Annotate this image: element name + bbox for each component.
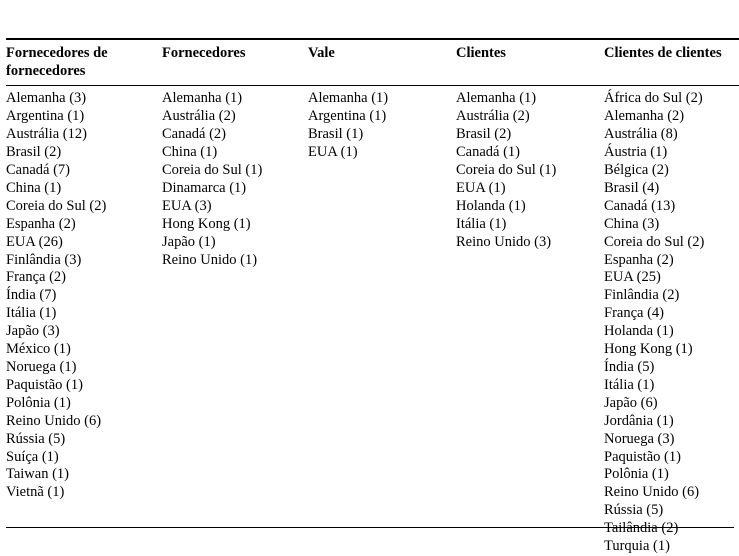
list-item: Austrália (12) [6, 126, 87, 143]
list-item: Paquistão (1) [6, 376, 83, 393]
list-item: Suíça (1) [6, 448, 59, 465]
list-item: Polônia (1) [6, 394, 71, 411]
list-item: Alemanha (3) [6, 90, 87, 107]
list-item: Itália (1) [456, 215, 507, 232]
column-header-vale: Vale [308, 45, 335, 61]
list-item: Rússia (5) [604, 502, 664, 519]
list-item: Canadá (7) [6, 162, 71, 178]
list-item: Brasil (1) [308, 126, 364, 143]
list-item: Paquistão (1) [604, 448, 681, 465]
list-item: Tailândia (2) [604, 520, 679, 537]
column-header-fornecedores: Fornecedores [162, 45, 246, 61]
list-item: Brasil (2) [6, 144, 62, 161]
list-item: EUA (3) [162, 197, 212, 214]
list-item: Itália (1) [604, 376, 655, 393]
entry-list-fornecedores [162, 90, 304, 269]
list-item: Coreia do Sul (1) [162, 162, 263, 178]
list-item: Coreia do Sul (2) [6, 197, 107, 214]
list-item: EUA (26) [6, 233, 63, 250]
list-item: Brasil (2) [456, 126, 512, 143]
list-item: Japão (6) [604, 394, 658, 411]
list-item: Espanha (2) [6, 215, 76, 232]
list-item: Áustria (1) [604, 144, 668, 161]
column-header-clientes-de-clientes: Clientes de clientes [604, 45, 722, 61]
list-item: Canadá (2) [162, 126, 227, 143]
list-item: Vietnã (1) [6, 484, 65, 501]
column-header-fornecedores-de-fornecedores: Fornecedores de fornecedores [6, 45, 108, 79]
cell-clientes-de-clientes [604, 86, 739, 556]
list-item: Itália (1) [6, 305, 57, 322]
list-item: Coreia do Sul (2) [604, 233, 705, 250]
list-item: China (1) [162, 144, 218, 161]
list-item: Índia (5) [604, 358, 655, 375]
list-item: Alemanha (1) [308, 90, 389, 107]
cell-vale [308, 86, 456, 556]
cell-fornecedores-de-fornecedores [6, 86, 162, 556]
list-item: Taiwan (1) [6, 466, 69, 483]
list-item: Reino Unido (6) [604, 484, 700, 501]
table-header [6, 39, 739, 86]
column-header-clientes: Clientes [456, 45, 506, 61]
country-counts-table-wrapper [6, 38, 734, 556]
list-item: Alemanha (2) [604, 108, 685, 125]
list-item: Hong Kong (1) [162, 215, 251, 232]
list-item: Rússia (5) [6, 430, 66, 447]
list-item: Argentina (1) [6, 108, 85, 125]
list-item: Canadá (13) [604, 197, 676, 214]
entry-list-clientes-de-clientes [604, 90, 739, 556]
list-item: Alemanha (1) [162, 90, 243, 107]
cell-fornecedores [162, 86, 308, 556]
entry-list-vale [308, 90, 452, 162]
list-item: Finlândia (3) [6, 251, 82, 268]
list-item: França (2) [6, 269, 66, 286]
table-header-row [6, 39, 739, 86]
table-body [6, 86, 739, 556]
list-item: Japão (1) [162, 233, 216, 250]
cell-clientes [456, 86, 604, 556]
list-item: Dinamarca (1) [162, 179, 247, 196]
list-item: EUA (1) [456, 179, 506, 196]
list-item: Austrália (2) [456, 108, 530, 125]
list-item: Austrália (2) [162, 108, 236, 125]
list-item: Jordânia (1) [604, 412, 674, 429]
list-item: Hong Kong (1) [604, 341, 693, 358]
list-item: Noruega (1) [6, 358, 77, 375]
list-item: Canadá (1) [456, 144, 521, 161]
list-item: EUA (25) [604, 269, 661, 286]
country-counts-table [6, 38, 739, 556]
list-item: Índia (7) [6, 287, 57, 304]
list-item: Reino Unido (3) [456, 233, 552, 250]
entry-list-clientes [456, 90, 600, 251]
list-item: Alemanha (1) [456, 90, 537, 107]
table-row [6, 86, 739, 556]
entry-list-fornecedores-de-fornecedores [6, 90, 158, 502]
list-item: Brasil (4) [604, 179, 660, 196]
list-item: Finlândia (2) [604, 287, 680, 304]
list-item: Argentina (1) [308, 108, 387, 125]
list-item: África do Sul (2) [604, 90, 703, 107]
list-item: Noruega (3) [604, 430, 675, 447]
list-item: Japão (3) [6, 323, 60, 340]
list-item: Espanha (2) [604, 251, 674, 268]
list-item: Reino Unido (6) [6, 412, 102, 429]
list-item: China (1) [6, 179, 62, 196]
list-item: Bélgica (2) [604, 162, 669, 178]
list-item: Polônia (1) [604, 466, 669, 483]
list-item: Reino Unido (1) [162, 251, 258, 268]
list-item: Turquia (1) [604, 538, 670, 555]
list-item: Holanda (1) [456, 197, 526, 214]
list-item: Austrália (8) [604, 126, 678, 143]
list-item: Holanda (1) [604, 323, 674, 340]
list-item: França (4) [604, 305, 664, 322]
list-item: México (1) [6, 341, 71, 358]
list-item: EUA (1) [308, 144, 358, 161]
list-item: China (3) [604, 215, 660, 232]
list-item: Coreia do Sul (1) [456, 162, 557, 178]
